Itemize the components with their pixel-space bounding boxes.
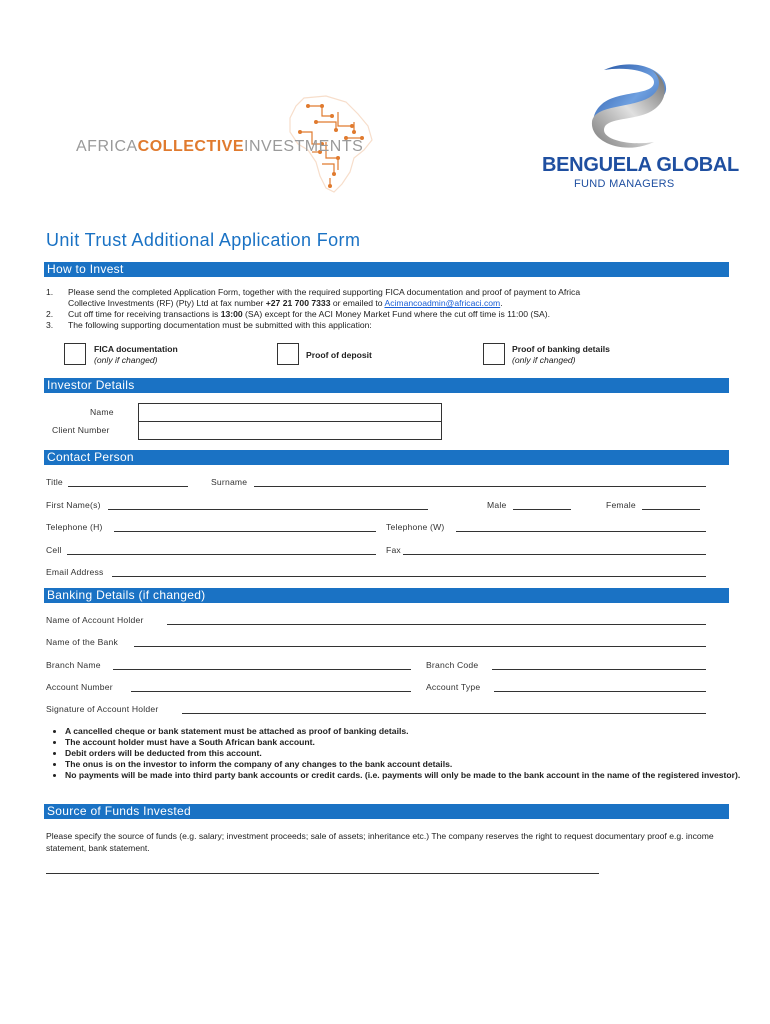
- male-label: Male: [487, 500, 507, 510]
- aci-logo: [76, 92, 376, 196]
- branch-name-label: Branch Name: [46, 660, 101, 670]
- account-holder-label: Name of Account Holder: [46, 615, 144, 625]
- account-holder-field[interactable]: [167, 624, 706, 625]
- banking-note: • A cancelled cheque or bank statement must be attached as proof of banking details.: [65, 726, 745, 737]
- surname-label: Surname: [211, 477, 248, 487]
- account-number-field[interactable]: [131, 691, 411, 692]
- account-number-label: Account Number: [46, 682, 113, 692]
- proof-of-deposit-label: Proof of deposit: [306, 350, 372, 360]
- surname-field[interactable]: [254, 486, 706, 487]
- fica-checkbox-sublabel: (only if changed): [94, 355, 158, 365]
- email-link[interactable]: Acimancoadmin@africaci.com: [384, 298, 501, 308]
- instruction-text: Collective Investments (RF) (Pty) Ltd at fax number: [68, 298, 266, 308]
- banking-note: • No payments will be made into third party bank accounts or credit cards. (i.e. payments will only be made to the bank account in the name of the registered investor).: [65, 770, 745, 781]
- banking-note: • Debit orders will be deducted from this account.: [65, 748, 745, 759]
- instruction-text: Cut off time for receiving transactions is: [68, 309, 221, 319]
- instruction-text: .: [500, 298, 503, 308]
- telephone-h-field[interactable]: [114, 531, 376, 532]
- male-field[interactable]: [513, 509, 571, 510]
- branch-name-field[interactable]: [113, 669, 411, 670]
- aci-logo-collective: COLLECTIVE: [137, 138, 245, 155]
- proof-of-banking-label: Proof of banking details: [512, 344, 610, 354]
- section-header-investor-details: Investor Details: [44, 378, 729, 393]
- benguela-logo-name: BENGUELA GLOBAL: [542, 154, 739, 176]
- name-field[interactable]: [138, 403, 442, 422]
- telephone-h-label: Telephone (H): [46, 522, 103, 532]
- fax-field[interactable]: [403, 554, 706, 555]
- instruction-number: 2.: [46, 309, 54, 319]
- fax-label: Fax: [386, 545, 401, 555]
- benguela-swirl-icon: [584, 60, 674, 152]
- fica-checkbox[interactable]: [64, 343, 86, 365]
- fax-number: +27 21 700 7333: [265, 298, 331, 308]
- client-number-label: Client Number: [52, 425, 110, 435]
- cutoff-time: 13:00: [220, 309, 243, 319]
- bank-name-label: Name of the Bank: [46, 637, 118, 647]
- proof-of-banking-checkbox[interactable]: [483, 343, 505, 365]
- instruction-text: Please send the completed Application Form, together with the required supporting FICA documentation and proof of payment to Africa: [68, 287, 581, 297]
- aci-logo-africa: AFRICA: [76, 138, 138, 155]
- cell-field[interactable]: [67, 554, 376, 555]
- branch-code-field[interactable]: [492, 669, 706, 670]
- signature-field[interactable]: [182, 713, 706, 714]
- instruction-text: (SA) except for the ACI Money Market Fund where the cut off time is 11:00 (SA).: [242, 309, 550, 319]
- branch-code-label: Branch Code: [426, 660, 479, 670]
- account-type-label: Account Type: [426, 682, 481, 692]
- first-names-field[interactable]: [108, 509, 428, 510]
- signature-label: Signature of Account Holder: [46, 704, 159, 714]
- instructions-list: [46, 287, 726, 331]
- section-header-contact-person: Contact Person: [44, 450, 729, 465]
- benguela-logo-subtitle: FUND MANAGERS: [574, 178, 675, 190]
- proof-of-banking-sublabel: (only if changed): [512, 355, 576, 365]
- source-of-funds-field[interactable]: [46, 873, 599, 874]
- bank-name-field[interactable]: [134, 646, 706, 647]
- cell-label: Cell: [46, 545, 62, 555]
- banking-notes-list: [46, 726, 745, 781]
- instruction-number: 1.: [46, 287, 54, 297]
- title-label: Title: [46, 477, 63, 487]
- source-of-funds-instructions: Please specify the source of funds (e.g. salary; investment proceeds; sale of assets; inheritance etc.) The company reserves the right to request documentary proof e.g. income statement, bank statement.: [46, 831, 714, 853]
- account-type-field[interactable]: [494, 691, 706, 692]
- telephone-w-field[interactable]: [456, 531, 706, 532]
- section-header-source-of-funds: Source of Funds Invested: [44, 804, 729, 819]
- email-address-label: Email Address: [46, 567, 104, 577]
- section-header-banking-details: Banking Details (if changed): [44, 588, 729, 603]
- email-address-field[interactable]: [112, 576, 706, 577]
- section-header-how-to-invest: How to Invest: [44, 262, 729, 277]
- instruction-number: 3.: [46, 320, 54, 330]
- instruction-text: or emailed to: [330, 298, 385, 308]
- banking-note: • The onus is on the investor to inform the company of any changes to the bank account details.: [65, 759, 745, 770]
- benguela-logo: [540, 60, 739, 196]
- client-number-field[interactable]: [138, 421, 442, 440]
- aci-logo-investments: INVESTMENTS: [244, 138, 364, 155]
- banking-note: • The account holder must have a South African bank account.: [65, 737, 745, 748]
- instruction-text: The following supporting documentation must be submitted with this application:: [68, 320, 372, 330]
- fica-checkbox-label: FICA documentation: [94, 344, 178, 354]
- first-names-label: First Name(s): [46, 500, 101, 510]
- telephone-w-label: Telephone (W): [386, 522, 445, 532]
- female-label: Female: [606, 500, 636, 510]
- female-field[interactable]: [642, 509, 700, 510]
- name-label: Name: [90, 407, 114, 417]
- page-title: Unit Trust Additional Application Form: [46, 230, 361, 250]
- proof-of-deposit-checkbox[interactable]: [277, 343, 299, 365]
- title-field[interactable]: [68, 486, 188, 487]
